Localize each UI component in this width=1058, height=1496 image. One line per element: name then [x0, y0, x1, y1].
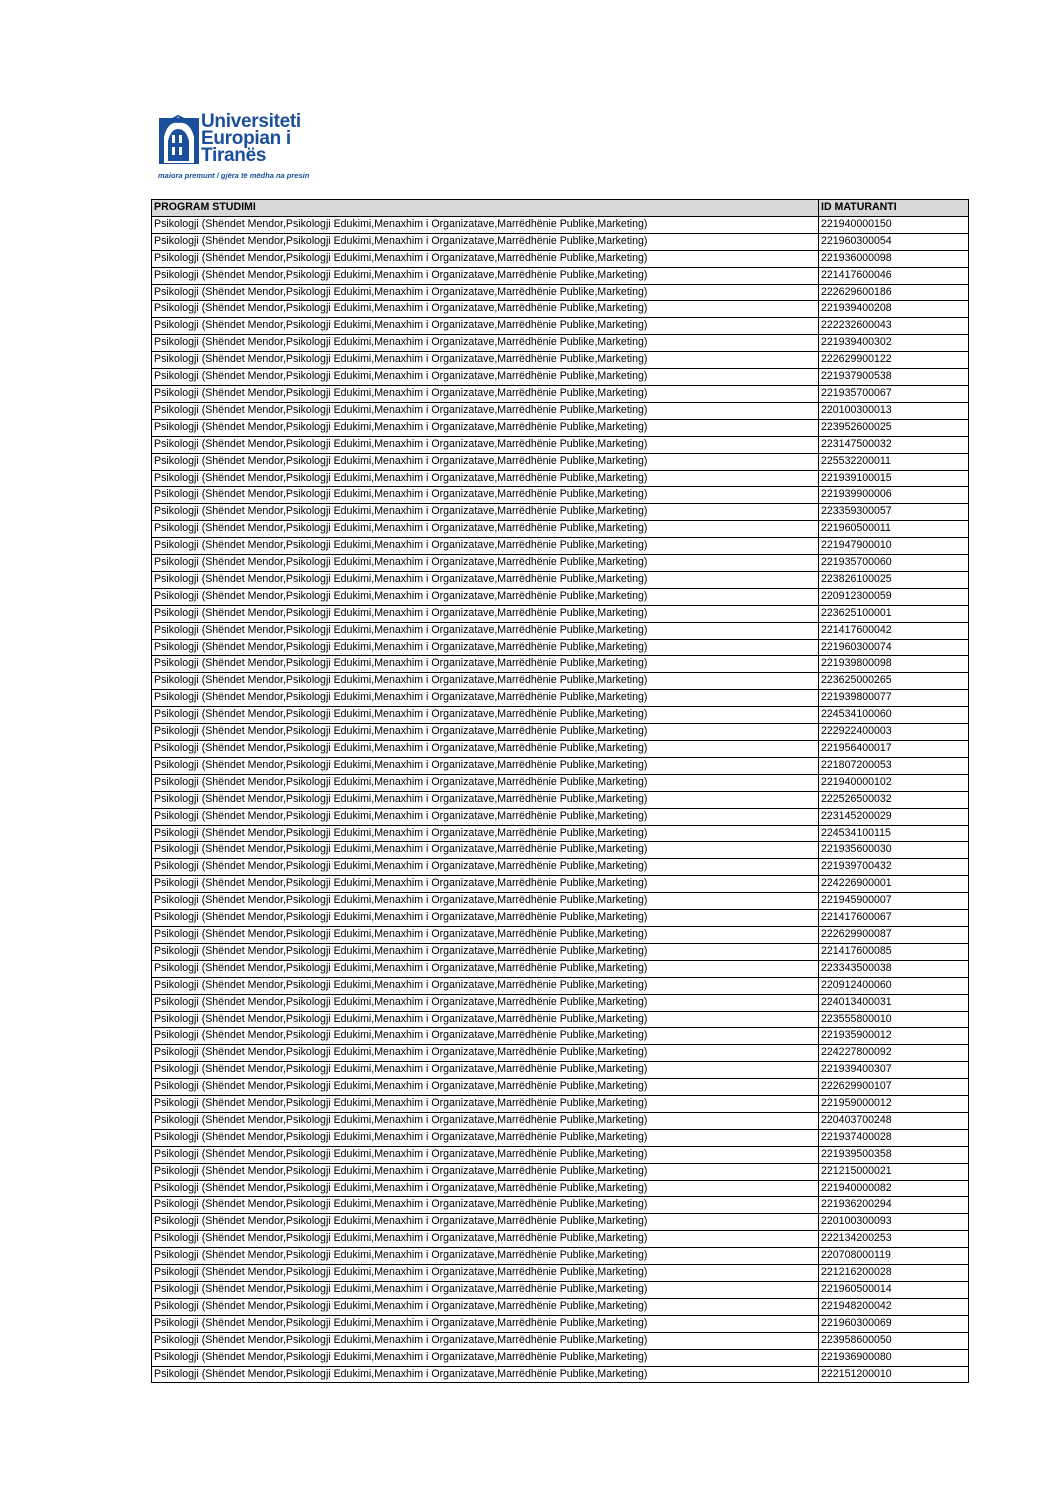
program-cell: Psikologji (Shëndet Mendor,Psikologji Edukimi,Menaxhim i Organizatave,Marrëdhënie Publike,Marketing): [152, 622, 819, 639]
table-row: [152, 1045, 969, 1062]
table-row: [152, 1332, 969, 1349]
university-logo: [158, 113, 310, 183]
program-cell: Psikologji (Shëndet Mendor,Psikologji Edukimi,Menaxhim i Organizatave,Marrëdhënie Publike,Marketing): [152, 774, 819, 791]
id-cell: 222629600186: [819, 284, 969, 301]
id-cell: 223625000265: [819, 673, 969, 690]
id-cell: 221937400028: [819, 1129, 969, 1146]
id-cell: 221936900080: [819, 1349, 969, 1366]
program-cell: Psikologji (Shëndet Mendor,Psikologji Edukimi,Menaxhim i Organizatave,Marrëdhënie Publike,Marketing): [152, 521, 819, 538]
table-row: [152, 1146, 969, 1163]
program-cell: Psikologji (Shëndet Mendor,Psikologji Edukimi,Menaxhim i Organizatave,Marrëdhënie Publike,Marketing): [152, 1112, 819, 1129]
program-cell: Psikologji (Shëndet Mendor,Psikologji Edukimi,Menaxhim i Organizatave,Marrëdhënie Publike,Marketing): [152, 555, 819, 572]
id-cell: 220403700248: [819, 1112, 969, 1129]
program-cell: Psikologji (Shëndet Mendor,Psikologji Edukimi,Menaxhim i Organizatave,Marrëdhënie Publike,Marketing): [152, 453, 819, 470]
table-row: [152, 504, 969, 521]
program-cell: Psikologji (Shëndet Mendor,Psikologji Edukimi,Menaxhim i Organizatave,Marrëdhënie Publike,Marketing): [152, 690, 819, 707]
table-row: [152, 825, 969, 842]
id-cell: 221935900012: [819, 1028, 969, 1045]
logo-motto: maiora premunt / gjëra të mëdha na presin: [158, 171, 310, 180]
logo-line-2: Europian i: [201, 128, 291, 149]
table-body: [152, 216, 969, 1383]
program-cell: Psikologji (Shëndet Mendor,Psikologji Edukimi,Menaxhim i Organizatave,Marrëdhënie Publike,Marketing): [152, 605, 819, 622]
program-cell: Psikologji (Shëndet Mendor,Psikologji Edukimi,Menaxhim i Organizatave,Marrëdhënie Publike,Marketing): [152, 1282, 819, 1299]
table-row: [152, 436, 969, 453]
table-row: [152, 1028, 969, 1045]
id-cell: 221215000021: [819, 1163, 969, 1180]
id-cell: 222232600043: [819, 318, 969, 335]
table-row: [152, 1282, 969, 1299]
program-cell: Psikologji (Shëndet Mendor,Psikologji Edukimi,Menaxhim i Organizatave,Marrëdhënie Publike,Marketing): [152, 910, 819, 927]
program-cell: Psikologji (Shëndet Mendor,Psikologji Edukimi,Menaxhim i Organizatave,Marrëdhënie Publike,Marketing): [152, 1180, 819, 1197]
id-cell: 222151200010: [819, 1366, 969, 1383]
id-cell: 220912300059: [819, 588, 969, 605]
program-cell: Psikologji (Shëndet Mendor,Psikologji Edukimi,Menaxhim i Organizatave,Marrëdhënie Publike,Marketing): [152, 487, 819, 504]
table-row: [152, 250, 969, 267]
id-cell: 221417600085: [819, 943, 969, 960]
program-cell: Psikologji (Shëndet Mendor,Psikologji Edukimi,Menaxhim i Organizatave,Marrëdhënie Publike,Marketing): [152, 1197, 819, 1214]
program-cell: Psikologji (Shëndet Mendor,Psikologji Edukimi,Menaxhim i Organizatave,Marrëdhënie Publike,Marketing): [152, 385, 819, 402]
program-cell: Psikologji (Shëndet Mendor,Psikologji Edukimi,Menaxhim i Organizatave,Marrëdhënie Publike,Marketing): [152, 1028, 819, 1045]
id-cell: 221960500011: [819, 521, 969, 538]
program-cell: Psikologji (Shëndet Mendor,Psikologji Edukimi,Menaxhim i Organizatave,Marrëdhënie Publike,Marketing): [152, 808, 819, 825]
id-cell: 221936000098: [819, 250, 969, 267]
table-row: [152, 555, 969, 572]
program-cell: Psikologji (Shëndet Mendor,Psikologji Edukimi,Menaxhim i Organizatave,Marrëdhënie Publike,Marketing): [152, 436, 819, 453]
id-cell: 224534100060: [819, 707, 969, 724]
program-cell: Psikologji (Shëndet Mendor,Psikologji Edukimi,Menaxhim i Organizatave,Marrëdhënie Publike,Marketing): [152, 571, 819, 588]
program-cell: Psikologji (Shëndet Mendor,Psikologji Edukimi,Menaxhim i Organizatave,Marrëdhënie Publike,Marketing): [152, 1332, 819, 1349]
id-cell: 221960300074: [819, 639, 969, 656]
program-cell: Psikologji (Shëndet Mendor,Psikologji Edukimi,Menaxhim i Organizatave,Marrëdhënie Publike,Marketing): [152, 825, 819, 842]
table-row: [152, 419, 969, 436]
id-cell: 221939400302: [819, 335, 969, 352]
university-emblem-icon: [158, 115, 200, 171]
table-row: [152, 622, 969, 639]
program-cell: Psikologji (Shëndet Mendor,Psikologji Edukimi,Menaxhim i Organizatave,Marrëdhënie Publike,Marketing): [152, 977, 819, 994]
id-cell: 221939400208: [819, 301, 969, 318]
program-cell: Psikologji (Shëndet Mendor,Psikologji Edukimi,Menaxhim i Organizatave,Marrëdhënie Publike,Marketing): [152, 876, 819, 893]
table-row: [152, 1214, 969, 1231]
id-cell: 221940000150: [819, 216, 969, 233]
program-cell: Psikologji (Shëndet Mendor,Psikologji Edukimi,Menaxhim i Organizatave,Marrëdhënie Publike,Marketing): [152, 284, 819, 301]
table-row: [152, 453, 969, 470]
id-cell: 221216200028: [819, 1265, 969, 1282]
program-cell: Psikologji (Shëndet Mendor,Psikologji Edukimi,Menaxhim i Organizatave,Marrëdhënie Publike,Marketing): [152, 216, 819, 233]
program-cell: Psikologji (Shëndet Mendor,Psikologji Edukimi,Menaxhim i Organizatave,Marrëdhënie Publike,Marketing): [152, 741, 819, 758]
table-row: [152, 1129, 969, 1146]
program-cell: Psikologji (Shëndet Mendor,Psikologji Edukimi,Menaxhim i Organizatave,Marrëdhënie Publike,Marketing): [152, 1129, 819, 1146]
id-cell: 224227800092: [819, 1045, 969, 1062]
program-cell: Psikologji (Shëndet Mendor,Psikologji Edukimi,Menaxhim i Organizatave,Marrëdhënie Publike,Marketing): [152, 301, 819, 318]
id-cell: 221935700060: [819, 555, 969, 572]
id-cell: 221945900007: [819, 893, 969, 910]
table-row: [152, 1265, 969, 1282]
id-cell: 224013400031: [819, 994, 969, 1011]
program-cell: Psikologji (Shëndet Mendor,Psikologji Edukimi,Menaxhim i Organizatave,Marrëdhënie Publike,Marketing): [152, 707, 819, 724]
program-cell: Psikologji (Shëndet Mendor,Psikologji Edukimi,Menaxhim i Organizatave,Marrëdhënie Publike,Marketing): [152, 504, 819, 521]
program-cell: Psikologji (Shëndet Mendor,Psikologji Edukimi,Menaxhim i Organizatave,Marrëdhënie Publike,Marketing): [152, 994, 819, 1011]
table-row: [152, 757, 969, 774]
table-row: [152, 352, 969, 369]
id-cell: 221939700432: [819, 859, 969, 876]
table-row: [152, 487, 969, 504]
id-cell: 221939800098: [819, 656, 969, 673]
table-row: [152, 1079, 969, 1096]
id-cell: 223952600025: [819, 419, 969, 436]
program-cell: Psikologji (Shëndet Mendor,Psikologji Edukimi,Menaxhim i Organizatave,Marrëdhënie Publike,Marketing): [152, 402, 819, 419]
id-cell: 221939500358: [819, 1146, 969, 1163]
program-cell: Psikologji (Shëndet Mendor,Psikologji Edukimi,Menaxhim i Organizatave,Marrëdhënie Publike,Marketing): [152, 250, 819, 267]
program-cell: Psikologji (Shëndet Mendor,Psikologji Edukimi,Menaxhim i Organizatave,Marrëdhënie Publike,Marketing): [152, 352, 819, 369]
program-cell: Psikologji (Shëndet Mendor,Psikologji Edukimi,Menaxhim i Organizatave,Marrëdhënie Publike,Marketing): [152, 1349, 819, 1366]
table-row: [152, 605, 969, 622]
id-cell: 221960300069: [819, 1315, 969, 1332]
table-row: [152, 1197, 969, 1214]
id-cell: 221936200294: [819, 1197, 969, 1214]
id-cell: 221417600067: [819, 910, 969, 927]
table-row: [152, 859, 969, 876]
id-cell: 221935600030: [819, 842, 969, 859]
program-cell: Psikologji (Shëndet Mendor,Psikologji Edukimi,Menaxhim i Organizatave,Marrëdhënie Publike,Marketing): [152, 859, 819, 876]
table-row: [152, 893, 969, 910]
id-cell: 223145200029: [819, 808, 969, 825]
table-row: [152, 301, 969, 318]
table-row: [152, 707, 969, 724]
table-row: [152, 1096, 969, 1113]
table-row: [152, 1248, 969, 1265]
table-row: [152, 774, 969, 791]
table-row: [152, 284, 969, 301]
table-row: [152, 943, 969, 960]
id-cell: 221960500014: [819, 1282, 969, 1299]
table-row: [152, 1349, 969, 1366]
table-row: [152, 960, 969, 977]
id-cell: 220100300013: [819, 402, 969, 419]
program-cell: Psikologji (Shëndet Mendor,Psikologji Edukimi,Menaxhim i Organizatave,Marrëdhënie Publike,Marketing): [152, 1146, 819, 1163]
table-row: [152, 1112, 969, 1129]
program-cell: Psikologji (Shëndet Mendor,Psikologji Edukimi,Menaxhim i Organizatave,Marrëdhënie Publike,Marketing): [152, 1231, 819, 1248]
id-cell: 224226900001: [819, 876, 969, 893]
id-cell: 222526500032: [819, 791, 969, 808]
id-cell: 221417600042: [819, 622, 969, 639]
table-row: [152, 741, 969, 758]
id-cell: 221937900538: [819, 369, 969, 386]
table-row: [152, 369, 969, 386]
program-cell: Psikologji (Shëndet Mendor,Psikologji Edukimi,Menaxhim i Organizatave,Marrëdhënie Publike,Marketing): [152, 1096, 819, 1113]
id-cell: 221940000082: [819, 1180, 969, 1197]
table-row: [152, 538, 969, 555]
program-cell: Psikologji (Shëndet Mendor,Psikologji Edukimi,Menaxhim i Organizatave,Marrëdhënie Publike,Marketing): [152, 1366, 819, 1383]
table-row: [152, 876, 969, 893]
id-cell: 221959000012: [819, 1096, 969, 1113]
program-cell: Psikologji (Shëndet Mendor,Psikologji Edukimi,Menaxhim i Organizatave,Marrëdhënie Publike,Marketing): [152, 267, 819, 284]
program-cell: Psikologji (Shëndet Mendor,Psikologji Edukimi,Menaxhim i Organizatave,Marrëdhënie Publike,Marketing): [152, 724, 819, 741]
program-cell: Psikologji (Shëndet Mendor,Psikologji Edukimi,Menaxhim i Organizatave,Marrëdhënie Publike,Marketing): [152, 1265, 819, 1282]
table-row: [152, 724, 969, 741]
table-row: [152, 994, 969, 1011]
program-cell: Psikologji (Shëndet Mendor,Psikologji Edukimi,Menaxhim i Organizatave,Marrëdhënie Publike,Marketing): [152, 639, 819, 656]
id-cell: 222134200253: [819, 1231, 969, 1248]
id-cell: 221940000102: [819, 774, 969, 791]
program-cell: Psikologji (Shëndet Mendor,Psikologji Edukimi,Menaxhim i Organizatave,Marrëdhënie Publike,Marketing): [152, 1214, 819, 1231]
program-cell: Psikologji (Shëndet Mendor,Psikologji Edukimi,Menaxhim i Organizatave,Marrëdhënie Publike,Marketing): [152, 926, 819, 943]
program-cell: Psikologji (Shëndet Mendor,Psikologji Edukimi,Menaxhim i Organizatave,Marrëdhënie Publike,Marketing): [152, 842, 819, 859]
id-cell: 223147500032: [819, 436, 969, 453]
table-row: [152, 977, 969, 994]
program-cell: Psikologji (Shëndet Mendor,Psikologji Edukimi,Menaxhim i Organizatave,Marrëdhënie Publike,Marketing): [152, 318, 819, 335]
id-cell: 221807200053: [819, 757, 969, 774]
id-cell: 223359300057: [819, 504, 969, 521]
table-row: [152, 673, 969, 690]
table-row: [152, 521, 969, 538]
id-cell: 221960300054: [819, 233, 969, 250]
program-cell: Psikologji (Shëndet Mendor,Psikologji Edukimi,Menaxhim i Organizatave,Marrëdhënie Publike,Marketing): [152, 1163, 819, 1180]
program-cell: Psikologji (Shëndet Mendor,Psikologji Edukimi,Menaxhim i Organizatave,Marrëdhënie Publike,Marketing): [152, 1248, 819, 1265]
program-cell: Psikologji (Shëndet Mendor,Psikologji Edukimi,Menaxhim i Organizatave,Marrëdhënie Publike,Marketing): [152, 1298, 819, 1315]
table-row: [152, 385, 969, 402]
program-cell: Psikologji (Shëndet Mendor,Psikologji Edukimi,Menaxhim i Organizatave,Marrëdhënie Publike,Marketing): [152, 960, 819, 977]
program-cell: Psikologji (Shëndet Mendor,Psikologji Edukimi,Menaxhim i Organizatave,Marrëdhënie Publike,Marketing): [152, 1079, 819, 1096]
table-row: [152, 588, 969, 605]
id-cell: 221935700067: [819, 385, 969, 402]
table-row: [152, 1011, 969, 1028]
table-row: [152, 1298, 969, 1315]
id-cell: 223958600050: [819, 1332, 969, 1349]
table-row: [152, 690, 969, 707]
table-row: [152, 318, 969, 335]
table-row: [152, 470, 969, 487]
program-cell: Psikologji (Shëndet Mendor,Psikologji Edukimi,Menaxhim i Organizatave,Marrëdhënie Publike,Marketing): [152, 1011, 819, 1028]
id-cell: 222629900122: [819, 352, 969, 369]
id-cell: 223343500038: [819, 960, 969, 977]
id-cell: 220100300093: [819, 1214, 969, 1231]
table-row: [152, 402, 969, 419]
table-row: [152, 910, 969, 927]
table-row: [152, 1366, 969, 1383]
id-cell: 224534100115: [819, 825, 969, 842]
table-row: [152, 842, 969, 859]
id-cell: 223555800010: [819, 1011, 969, 1028]
id-cell: 220708000119: [819, 1248, 969, 1265]
program-cell: Psikologji (Shëndet Mendor,Psikologji Edukimi,Menaxhim i Organizatave,Marrëdhënie Publike,Marketing): [152, 470, 819, 487]
table-row: [152, 335, 969, 352]
table-row: [152, 1163, 969, 1180]
id-cell: 221939400307: [819, 1062, 969, 1079]
program-cell: Psikologji (Shëndet Mendor,Psikologji Edukimi,Menaxhim i Organizatave,Marrëdhënie Publike,Marketing): [152, 538, 819, 555]
id-cell: 221939800077: [819, 690, 969, 707]
id-cell: 225532200011: [819, 453, 969, 470]
logo-line-1: Universiteti: [201, 111, 301, 132]
table-row: [152, 791, 969, 808]
program-cell: Psikologji (Shëndet Mendor,Psikologji Edukimi,Menaxhim i Organizatave,Marrëdhënie Publike,Marketing): [152, 893, 819, 910]
column-header-id: ID MATURANTI: [819, 200, 969, 217]
table-row: [152, 216, 969, 233]
program-cell: Psikologji (Shëndet Mendor,Psikologji Edukimi,Menaxhim i Organizatave,Marrëdhënie Publike,Marketing): [152, 673, 819, 690]
table-row: [152, 267, 969, 284]
table-row: [152, 639, 969, 656]
id-cell: 220912400060: [819, 977, 969, 994]
id-cell: 221948200042: [819, 1298, 969, 1315]
id-cell: 223625100001: [819, 605, 969, 622]
program-cell: Psikologji (Shëndet Mendor,Psikologji Edukimi,Menaxhim i Organizatave,Marrëdhënie Publike,Marketing): [152, 656, 819, 673]
program-cell: Psikologji (Shëndet Mendor,Psikologji Edukimi,Menaxhim i Organizatave,Marrëdhënie Publike,Marketing): [152, 757, 819, 774]
table-row: [152, 1315, 969, 1332]
id-cell: 222922400003: [819, 724, 969, 741]
program-cell: Psikologji (Shëndet Mendor,Psikologji Edukimi,Menaxhim i Organizatave,Marrëdhënie Publike,Marketing): [152, 1045, 819, 1062]
id-cell: 221939100015: [819, 470, 969, 487]
table-row: [152, 1231, 969, 1248]
program-cell: Psikologji (Shëndet Mendor,Psikologji Edukimi,Menaxhim i Organizatave,Marrëdhënie Publike,Marketing): [152, 369, 819, 386]
table-row: [152, 808, 969, 825]
id-cell: 222629900087: [819, 926, 969, 943]
table-row: [152, 926, 969, 943]
table-row: [152, 571, 969, 588]
program-cell: Psikologji (Shëndet Mendor,Psikologji Edukimi,Menaxhim i Organizatave,Marrëdhënie Publike,Marketing): [152, 335, 819, 352]
program-cell: Psikologji (Shëndet Mendor,Psikologji Edukimi,Menaxhim i Organizatave,Marrëdhënie Publike,Marketing): [152, 1062, 819, 1079]
program-cell: Psikologji (Shëndet Mendor,Psikologji Edukimi,Menaxhim i Organizatave,Marrëdhënie Publike,Marketing): [152, 943, 819, 960]
column-header-program: PROGRAM STUDIMI: [152, 200, 819, 217]
table-row: [152, 1180, 969, 1197]
id-cell: 221939900006: [819, 487, 969, 504]
id-cell: 221956400017: [819, 741, 969, 758]
program-cell: Psikologji (Shëndet Mendor,Psikologji Edukimi,Menaxhim i Organizatave,Marrëdhënie Publike,Marketing): [152, 588, 819, 605]
program-cell: Psikologji (Shëndet Mendor,Psikologji Edukimi,Menaxhim i Organizatave,Marrëdhënie Publike,Marketing): [152, 233, 819, 250]
logo-line-3: Tiranës: [201, 145, 267, 166]
table-row: [152, 656, 969, 673]
id-cell: 221417600046: [819, 267, 969, 284]
program-cell: Psikologji (Shëndet Mendor,Psikologji Edukimi,Menaxhim i Organizatave,Marrëdhënie Publike,Marketing): [152, 419, 819, 436]
program-cell: Psikologji (Shëndet Mendor,Psikologji Edukimi,Menaxhim i Organizatave,Marrëdhënie Publike,Marketing): [152, 791, 819, 808]
university-name: [201, 113, 301, 164]
id-cell: 223826100025: [819, 571, 969, 588]
id-cell: 221947900010: [819, 538, 969, 555]
students-table: [151, 199, 969, 1383]
program-cell: Psikologji (Shëndet Mendor,Psikologji Edukimi,Menaxhim i Organizatave,Marrëdhënie Publike,Marketing): [152, 1315, 819, 1332]
table-row: [152, 1062, 969, 1079]
table-row: [152, 233, 969, 250]
table-header-row: [152, 200, 969, 217]
id-cell: 222629900107: [819, 1079, 969, 1096]
